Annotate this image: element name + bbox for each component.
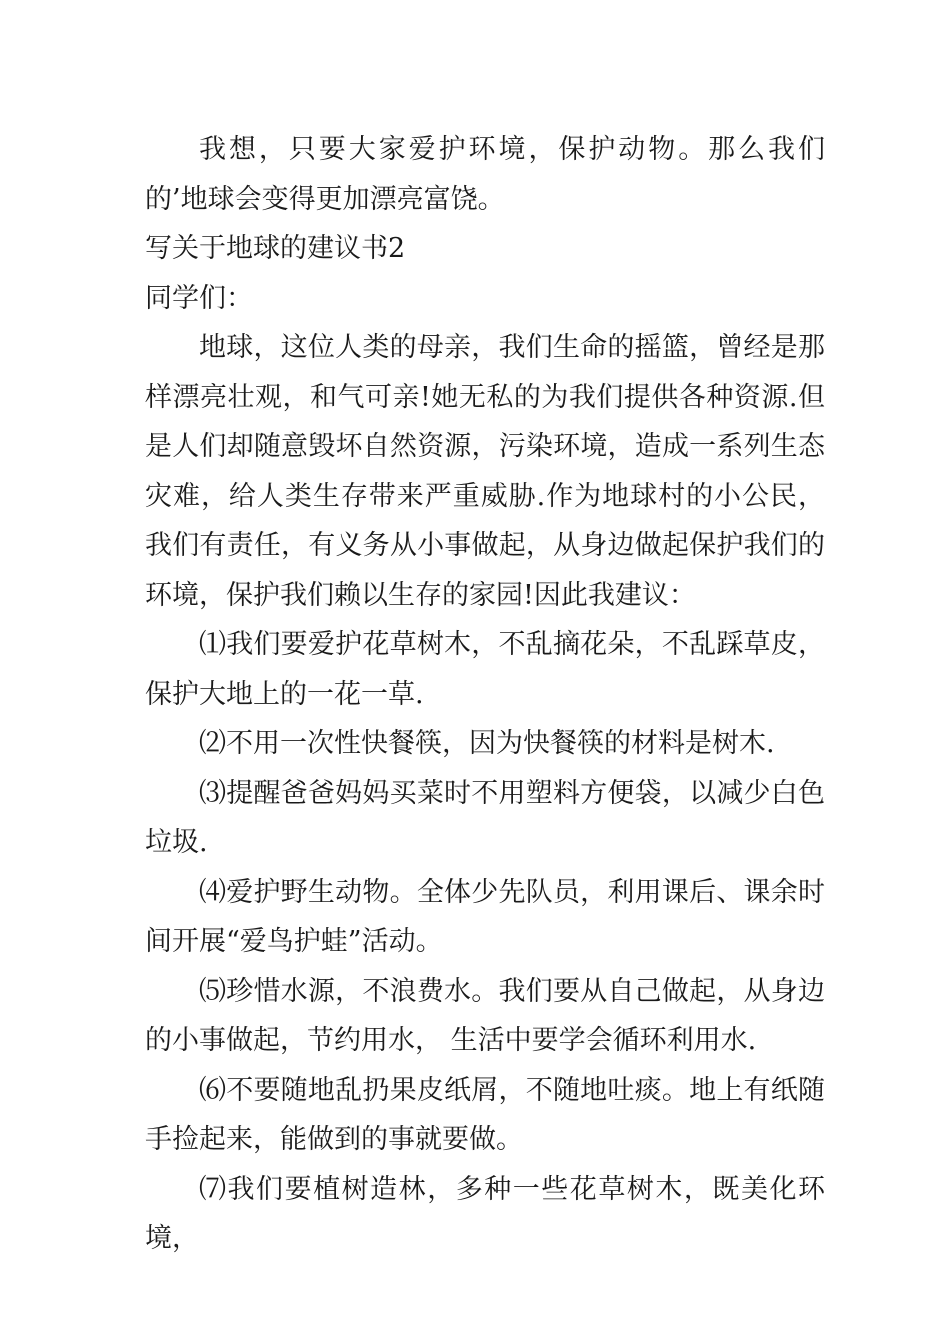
document-body: [145, 125, 825, 1264]
list-item-2: ⑵不用一次性快餐筷，因为快餐筷的材料是树木.: [199, 728, 775, 759]
list-item-4: ⑷爱护野生动物。全体少先队员，利用课后、课余时间开展“爱鸟护蛙”活动。: [145, 876, 825, 957]
list-item-5: ⑸珍惜水源，不浪费水。我们要从自己做起，从身边的小事做起，节约用水， 生活中要学会循环利用水.: [145, 975, 825, 1056]
list-item-7: ⑺我们要植树造林，多种一些花草树木，既美化环境，: [145, 1173, 825, 1254]
paragraph-intro: 地球，这位人类的母亲，我们生命的摇篮，曾经是那样漂亮壮观，和气可亲!她无私的为我们提供各种资源.但是人们却随意毁坏自然资源，污染环境，造成一系列生态灾难，给人类生存带来严重威胁.作为地球村的小公民，我们有责任，有义务从小事做起，从身边做起保护我们的环境，保护我们赖以生存的家园!因此我建议：: [145, 332, 825, 611]
list-item-3: ⑶提醒爸爸妈妈买菜时不用塑料方便袋，以减少白色垃圾.: [145, 777, 825, 858]
list-item-6: ⑹不要随地乱扔果皮纸屑，不随地吐痰。地上有纸随手捡起来，能做到的事就要做。: [145, 1074, 825, 1155]
paragraph-closing-thought: 我想，只要大家爱护环境，保护动物。那么我们的’地球会变得更加漂亮富饶。: [145, 134, 825, 215]
list-item-1: ⑴我们要爱护花草树木，不乱摘花朵，不乱踩草皮，保护大地上的一花一草.: [145, 629, 825, 710]
section-title: 写关于地球的建议书2: [145, 233, 406, 264]
salutation: 同学们：: [145, 282, 253, 314]
